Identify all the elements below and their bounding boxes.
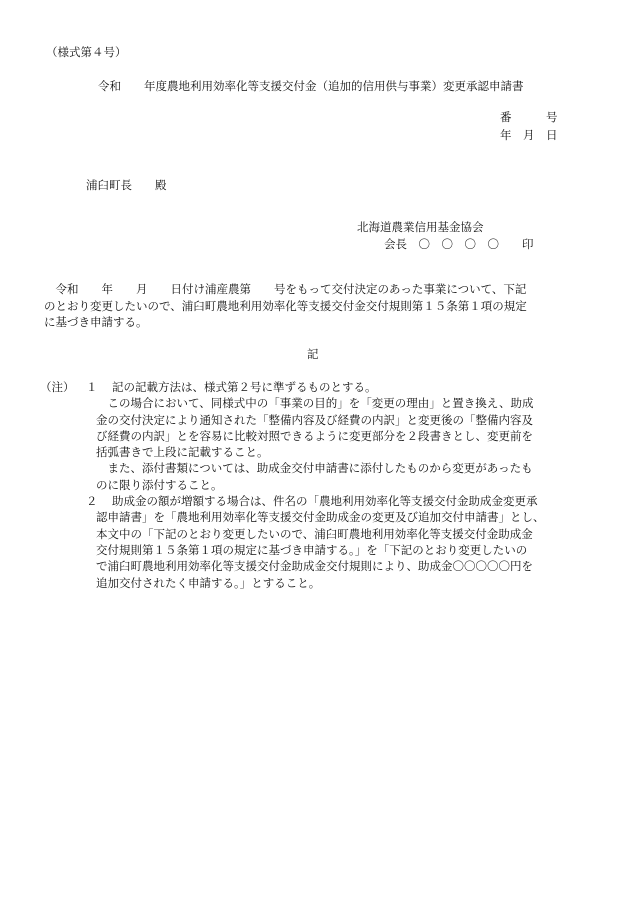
note-line: 記の記載方法は、様式第２号に準ずるものとする。 [112, 380, 377, 394]
note-line: び経費の内訳」とを容易に比較対照できるように変更部分を２段書きとし、変更前を [96, 428, 533, 443]
notes-section [40, 382, 600, 594]
document-number: 番 号 [500, 110, 558, 124]
note-line: 交付規則第１５条第１項の規定に基づき申請する。」を「下記のとおり変更したいの [96, 542, 528, 557]
notes-label: （注） [40, 380, 75, 394]
note-line: で浦臼町農地利用効率化等支援交付金助成金交付規則により、助成金〇〇〇〇〇円を [96, 559, 533, 574]
body-text [44, 284, 604, 334]
body-line: に基づき申請する。 [44, 315, 148, 329]
note-number-2: ２ [86, 494, 98, 509]
note-line: 助成金の額が増額する場合は、件名の「農地利用効率化等支援交付金助成金変更承 [112, 494, 538, 509]
body-line: 令和 年 月 日付け浦産農第 号をもって交付決定のあった事業について、下記 [44, 282, 527, 296]
ki-heading: 記 [307, 347, 319, 361]
note-row [40, 575, 600, 594]
addressee: 浦臼町長 殿 [86, 178, 167, 192]
body-line: のとおり変更したいので、浦臼町農地利用効率化等支援交付金交付規則第１５条第１項の規定 [44, 298, 527, 313]
note-line: 括弧書きで上段に記載すること。 [96, 445, 269, 460]
note-line: 追加交付されたく申請する。」とすること。 [96, 575, 321, 590]
applicant-representative: 会長 〇 〇 〇 〇 印 [384, 237, 534, 251]
form-number: （様式第４号） [46, 45, 127, 59]
note-line: 認申請書」を「農地利用効率化等支援交付金助成金の変更及び追加交付申請書」とし、 [96, 510, 545, 525]
document-title: 令和 年度農地利用効率化等支援交付金（追加的信用供与事業）変更承認申請書 [98, 79, 524, 93]
note-line: また、添付書類については、助成金交付申請書に添付したものから変更があったも [96, 461, 533, 476]
document-date: 年 月 日 [500, 128, 558, 142]
note-line: この場合において、同様式中の「事業の目的」を「変更の理由」と置き換え、助成 [96, 396, 534, 411]
note-number-1: １ [86, 380, 98, 394]
note-line: 金の交付決定により通知された「整備内容及び経費の内訳」と変更後の「整備内容及 [96, 412, 533, 427]
applicant-organization: 北海道農業信用基金協会 [357, 220, 484, 234]
note-line: 本文中の「下記のとおり変更したいので、浦臼町農地利用効率化等支援交付金助成金 [96, 526, 533, 541]
note-line: のに限り添付すること。 [96, 477, 223, 492]
